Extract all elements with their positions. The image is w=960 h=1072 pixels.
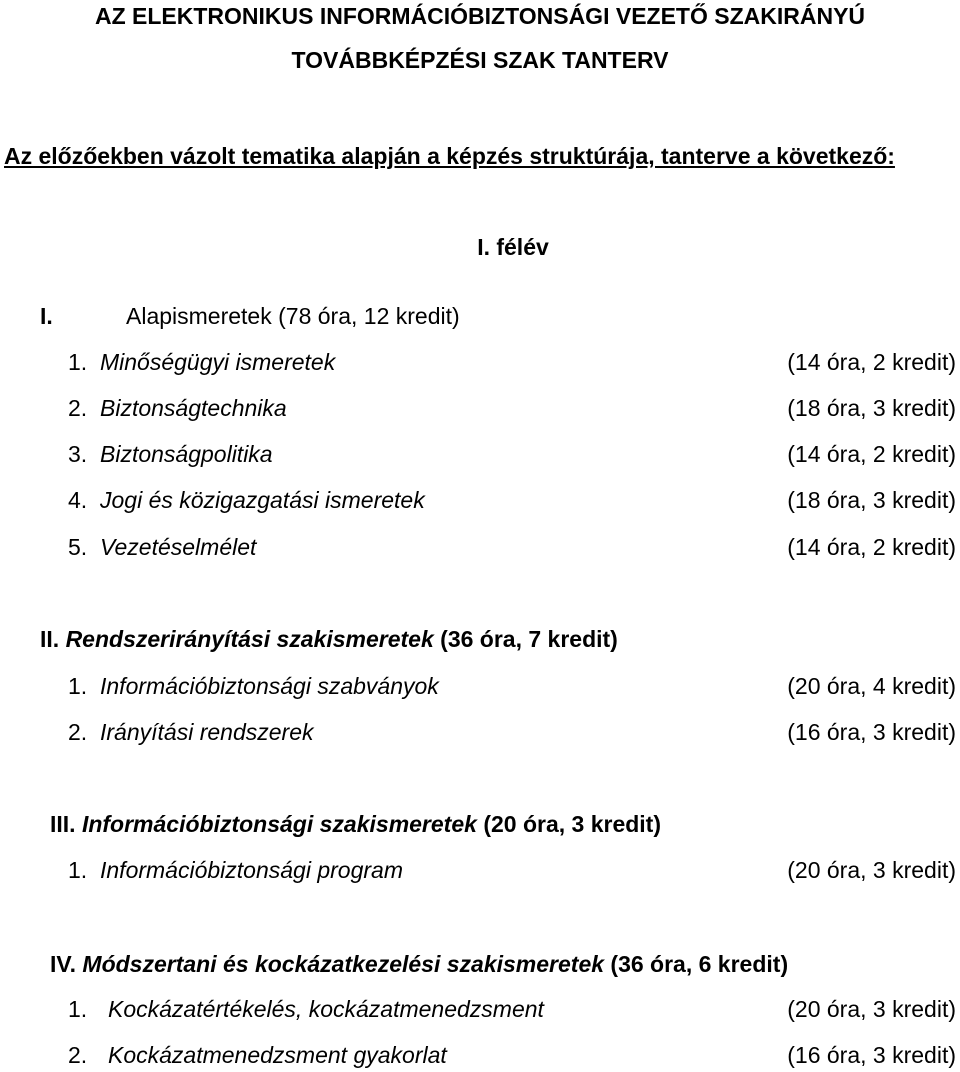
document-title-line1: AZ ELEKTRONIKUS INFORMÁCIÓBIZTONSÁGI VEZETŐ SZAKIRÁNYÚ xyxy=(94,3,866,29)
section-title: Módszertani és kockázatkezelési szakismeretek xyxy=(82,951,605,977)
item-number: 2. xyxy=(68,1042,88,1068)
section-hours: (36 óra, 7 kredit) xyxy=(440,626,618,652)
section-heading xyxy=(40,302,460,330)
section-number: II. xyxy=(40,626,60,652)
item-title: Információbiztonsági program xyxy=(100,857,403,883)
item-title: Kockázatértékelés, kockázatmenedzsment xyxy=(108,996,544,1022)
item-hours: (16 óra, 3 kredit) xyxy=(787,1042,956,1068)
document-title-line2: TOVÁBBKÉPZÉSI SZAK TANTERV xyxy=(291,47,669,73)
section-heading xyxy=(40,625,618,653)
section-title: Alapismeretek xyxy=(126,303,272,329)
item-number: 3. xyxy=(68,441,88,467)
item-hours: (18 óra, 3 kredit) xyxy=(787,395,956,421)
item-hours: (18 óra, 3 kredit) xyxy=(787,487,956,513)
item-title: Információbiztonsági szabványok xyxy=(100,673,439,699)
section-hours: (36 óra, 6 kredit) xyxy=(610,951,789,977)
item-hours: (16 óra, 3 kredit) xyxy=(787,719,956,745)
item-title: Irányítási rendszerek xyxy=(100,719,314,745)
section-number: I. xyxy=(40,303,53,329)
intro-text: Az előzőekben vázolt tematika alapján a képzés struktúrája, tanterve a következő: xyxy=(4,143,895,169)
item-title: Biztonságpolitika xyxy=(100,441,273,467)
section-hours: (20 óra, 3 kredit) xyxy=(483,811,661,837)
item-number: 5. xyxy=(68,534,88,560)
item-title: Minőségügyi ismeretek xyxy=(100,349,336,375)
item-title: Jogi és közigazgatási ismeretek xyxy=(100,487,425,513)
section-title: Rendszerirányítási szakismeretek xyxy=(65,626,434,652)
item-hours: (20 óra, 4 kredit) xyxy=(787,673,956,699)
item-number: 1. xyxy=(68,996,88,1022)
item-number: 1. xyxy=(68,857,88,883)
semester-heading: I. félév xyxy=(477,234,549,260)
section-number: III. xyxy=(50,811,76,837)
item-number: 1. xyxy=(68,673,88,699)
section-title: Információbiztonsági szakismeretek xyxy=(81,811,477,837)
section-hours: (78 óra, 12 kredit) xyxy=(278,303,460,329)
item-hours: (14 óra, 2 kredit) xyxy=(787,534,956,560)
item-number: 4. xyxy=(68,487,88,513)
item-hours: (14 óra, 2 kredit) xyxy=(787,349,956,375)
section-heading xyxy=(50,810,661,838)
section-heading xyxy=(50,950,788,978)
item-title: Biztonságtechnika xyxy=(100,395,287,421)
item-number: 2. xyxy=(68,395,88,421)
section-number: IV. xyxy=(50,951,77,977)
item-title: Kockázatmenedzsment gyakorlat xyxy=(108,1042,447,1068)
item-hours: (20 óra, 3 kredit) xyxy=(787,996,956,1022)
item-hours: (20 óra, 3 kredit) xyxy=(787,857,956,883)
item-number: 2. xyxy=(68,719,88,745)
item-hours: (14 óra, 2 kredit) xyxy=(787,441,956,467)
item-number: 1. xyxy=(68,349,88,375)
item-title: Vezetéselmélet xyxy=(100,534,257,560)
